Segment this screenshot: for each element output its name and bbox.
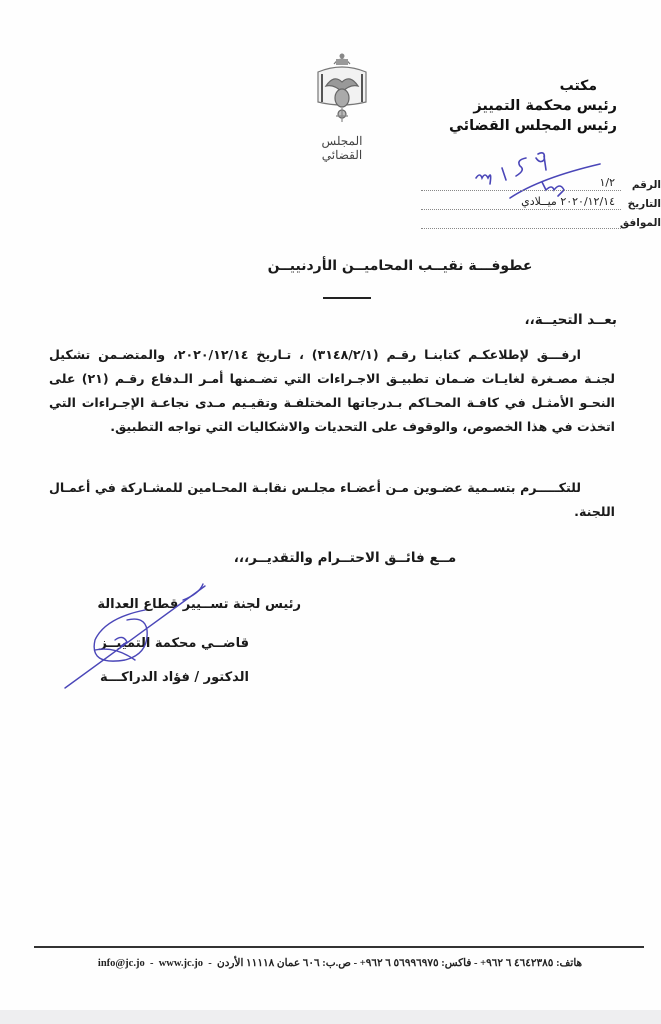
addressee-heading: عطوفـــة نقيــب المحاميــن الأردنييــن [267,258,533,274]
ref-number-label: الرقم [631,179,661,191]
office-line: رئيس محكمة التمييز [473,98,617,114]
jordan-coat-of-arms-icon [312,50,372,130]
ref-date-value: ٢٠٢٠/١٢/١٤ ميــلادي [421,195,621,210]
footer-website: www.jc.jo [158,958,204,969]
footer-separator: - [208,958,212,969]
handwritten-signature [55,580,215,690]
office-title-block [417,76,617,136]
body-paragraph-2 [49,476,615,524]
ref-number-row [421,172,661,191]
ref-date-label: التاريخ [627,198,661,210]
signatory-name: الدكتور / فؤاد الدراكـــة [99,670,249,685]
body-paragraph-1 [49,343,615,439]
ref-date-row [421,191,661,210]
office-line: مكتب [559,78,597,94]
footer-contact-line [70,957,610,969]
signatory-position: قاضــي محكمة التمييــز [99,636,249,651]
footer-email: info@jc.jo [97,958,145,969]
heading-underline-divider [323,297,371,299]
greeting: بعــد التحيــة،، [524,312,617,328]
signatory-title: رئيس لجنة تســيير قطاع العدالة [97,597,301,612]
footer-contact-arabic: هاتف: ٤٦٤٢٣٨٥ ٦ ٩٦٢+ - فاكس: ٥٦٩٩٦٩٧٥ ٦ ٩٦٢+ - ص.ب: ٦٠٦ عمان ١١١١٨ الأردن [217,958,583,969]
office-line: رئيس المجلس القضائي [448,118,617,134]
reference-fields [421,172,661,229]
body-paragraph-1-text: ارفـــق لإطلاعكـم كتابنـا رقـم (٣١٤٨/٢/١) ، تـاريخ ٢٠٢٠/١٢/١٤، والمتضـمن تشكيل لجنـة مصـغرة لغايـات ضـمان تطبيـق الاجـراءات التي تضـمنها أمـر الـدفاع رقـم (٢١) على النحـو الأمثـل في كافـة المحـاكم بـدرجاتها المختلفـة وتقيـيم مـدى نجاعـة الإجـراءات التي اتخذت في هذا الخصوص، والوقوف على التحديات والاشكاليات التي تواجه التطبيق. [49,347,615,434]
closing-salutation: مــع فائــق الاحتــرام والتقديــر،،، [233,550,457,566]
council-name-logotype: المجلس القضائي [321,134,363,162]
footer-separator: - [149,958,154,969]
ref-corresponding-row [421,210,661,229]
viewer-bottom-strip [0,1010,661,1024]
ref-corresponding-label: الموافق [619,217,661,229]
ref-number-value: ١/٢ [421,176,621,191]
footer-divider [34,946,644,948]
ref-corresponding-value [421,214,621,229]
body-paragraph-2-text: للتكـــــرم بتسـمية عضـوين مـن أعضـاء مجلـس نقابـة المحـامين للمشـاركة في أعمـال اللجنة. [49,480,615,519]
